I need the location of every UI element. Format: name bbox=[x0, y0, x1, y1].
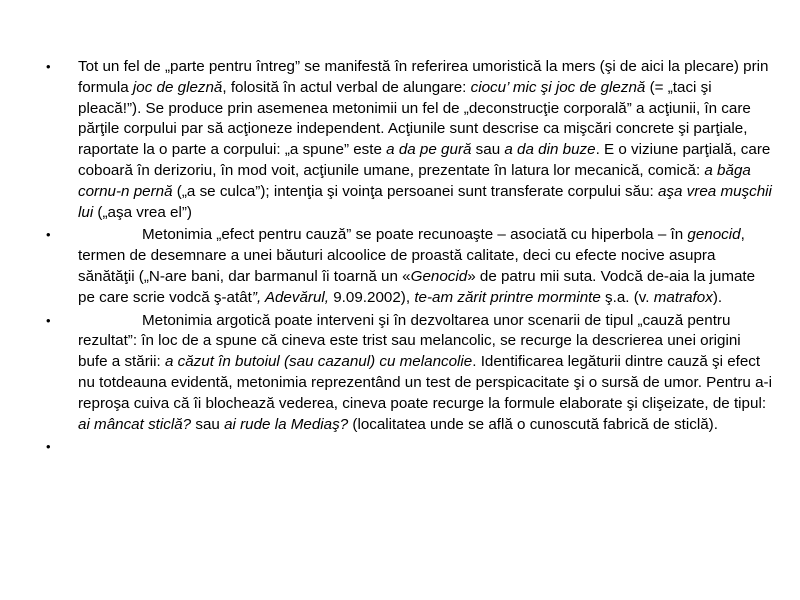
italic-text-run: ciocu’ mic şi joc de gleznă bbox=[470, 78, 646, 96]
italic-text-run: a da pe gură bbox=[386, 141, 472, 159]
text-run: , termen de desemnare a unei băuturi alcoolice de proastă calitate, deci cu efecte nocive asupra sănătăţii („N-are bani, dar barmanul îi toarnă un « bbox=[78, 226, 745, 285]
bullet-list bbox=[44, 57, 774, 455]
bullet-paragraph bbox=[44, 57, 774, 223]
text-run: Metonimia argotică poate interveni şi în dezvoltarea unor scenarii de tipul „cauză pentru rezultat”: în loc de a spune că cineva este trist sau melancolic, se recurge la descrierea unei origini bufe a stării: bbox=[78, 311, 741, 371]
bullet-icon: • bbox=[46, 312, 51, 328]
italic-text-run: joc de gleznă bbox=[132, 78, 223, 96]
bullet-icon: • bbox=[46, 227, 51, 243]
italic-text-run: a căzut în butoiul (sau cazanul) cu melancolie bbox=[164, 353, 473, 371]
text-run: ). bbox=[712, 288, 723, 306]
text-run: , folosită în actul verbal de alungare: bbox=[222, 78, 471, 96]
italic-text-run: ”, Adevărul, bbox=[251, 288, 330, 306]
text-run: . E o viziune parţială, care coboară în derizoriu, în mod voit, acţiunile umane, prezentate în latura lor mecanică, comică: bbox=[78, 141, 771, 179]
text-run: Metonimia „efect pentru cauză” se poate recunoaşte – asociată cu hiperbola – în bbox=[142, 226, 688, 244]
italic-text-run: ai rude la Mediaş? bbox=[224, 415, 349, 433]
bullet-icon: • bbox=[46, 59, 51, 74]
text-run: („a se culca”); intenţia şi voinţa persoanei sunt transferate corpului său: bbox=[172, 182, 658, 200]
bullet-icon: • bbox=[46, 439, 51, 455]
italic-text-run: a băga cornu-n pernă bbox=[78, 161, 751, 200]
italic-text-run: ai mâncat sticlă? bbox=[78, 415, 192, 433]
italic-text-run: genocid bbox=[687, 226, 741, 244]
italic-text-run: a da din buze bbox=[504, 141, 596, 159]
italic-text-run: Genocid bbox=[410, 267, 468, 285]
text-run: » de patru mii suta. Vodcă de-aia la jumate pe care scrie vodcă ş-atât bbox=[78, 267, 756, 306]
text-run: Tot un fel de „parte pentru întreg” se manifestă în referirea umoristică la mers (şi de aici la plecare) prin formula bbox=[78, 58, 769, 96]
text-run: sau bbox=[191, 415, 225, 433]
text-run: ş.a. (v. bbox=[600, 288, 654, 306]
text-run: 9.09.2002), bbox=[329, 288, 415, 306]
text-run: („aşa vrea el”) bbox=[93, 203, 192, 221]
text-run: sau bbox=[471, 141, 505, 159]
text-run: . Identificarea legăturii dintre cauză şi efect nu totdeauna evidentă, metonimia reprezentând un test de perspicacitate şi o sursă de umor. Pentru a-i reproşa cuiva că îi blochează vederea, cineva poate recurge la formule elaborate şi clişeizate, de tipul: bbox=[78, 353, 772, 412]
italic-text-run: matrafox bbox=[653, 288, 713, 306]
bullet-paragraph bbox=[44, 311, 774, 436]
text-run: (= „taci şi pleacă!”). Se produce prin asemenea metonimii un fel de „deconstrucţie corporală” a acţiunii, în care părţile corpului par să acţioneze independent. Acţiunile sunt descrise ca mişcări concrete şi parţiale, raportate la o parte a corpului: „a spune” este bbox=[78, 78, 751, 159]
italic-text-run: aşa vrea muşchii lui bbox=[78, 182, 772, 221]
text-run: (localitatea unde se află o cunoscută fabrică de sticlă). bbox=[348, 415, 718, 433]
italic-text-run: te-am zărit printre morminte bbox=[414, 288, 601, 306]
bullet-paragraph bbox=[44, 225, 774, 308]
